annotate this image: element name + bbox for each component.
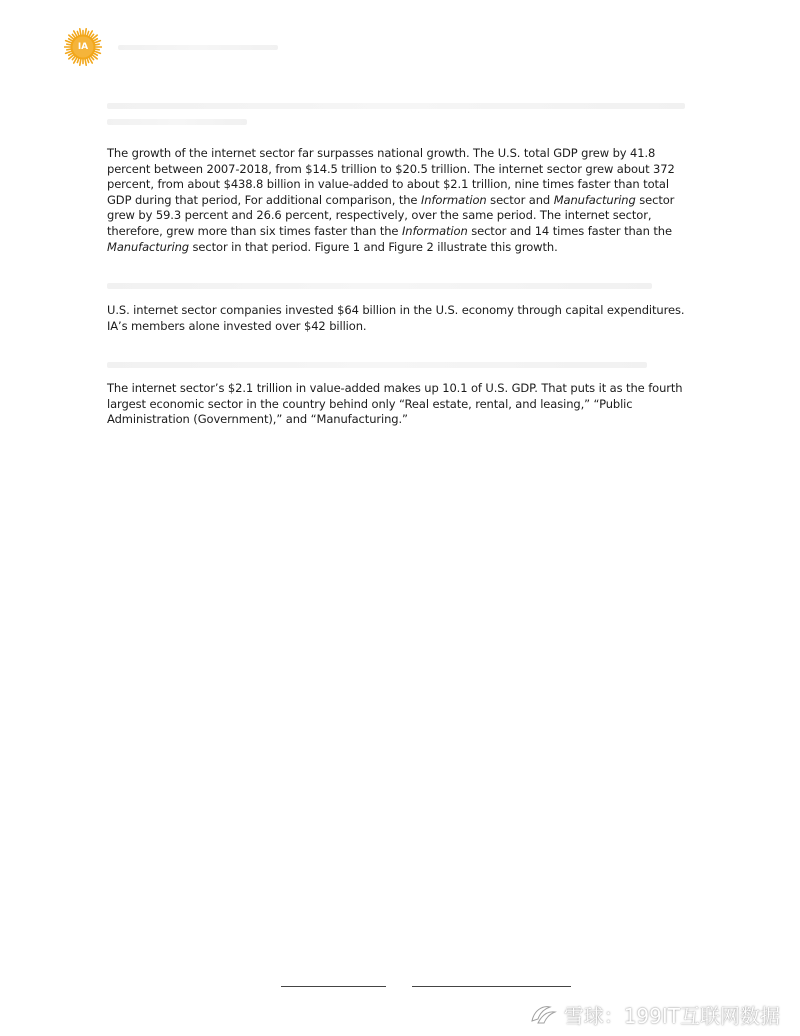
paragraph-capex: U.S. internet sector companies invested $64 billion in the U.S. economy through capital expenditures. IA’s members alone invested over $42 billion.: [107, 303, 685, 333]
faint-section-heading: [107, 103, 685, 109]
italic-manufacturing-2: Manufacturing: [107, 239, 189, 254]
watermark: [528, 1000, 780, 1028]
footer-rule-left: [281, 986, 386, 987]
xueqiu-logo-icon: [528, 1001, 558, 1027]
italic-manufacturing: Manufacturing: [553, 192, 636, 207]
faint-subheading-1: [107, 283, 652, 289]
footer-rule-right: [412, 986, 571, 987]
paragraph-growth: The growth of the internet sector far surpasses national growth. The U.S. total GDP grew by 41.8 percent between 2007-2018, from $14.5 trillion to $20.5 trillion. The internet sector grew about 372 percent, from about $438.8 billion in value-added to about $2.1 trillion, nine times faster than total GDP during that period, For additional comparison, the Information sector and Manufacturing sector grew by 59.3 percent and 26.6 percent, respectively, over the same period. The internet sector, therefore, grew more than six times faster than the Information sector and 14 times faster than the Manufacturing sector in that period. Figure 1 and Figure 2 illustrate this growth.: [107, 146, 675, 254]
paragraph-gdp-share: The internet sector’s $2.1 trillion in value-added makes up 10.1 of U.S. GDP. That puts it as the fourth largest economic sector in the country behind only “Real estate, rental, and leasing,” “Public Administration (Government),” and “Manufacturing.”: [107, 381, 683, 427]
ia-logo: [64, 28, 102, 66]
watermark-text: 雪球：199IT互联网数据: [563, 1003, 780, 1028]
italic-information: Information: [420, 192, 487, 207]
logo-text: IA: [77, 42, 89, 52]
faint-subheading-2: [107, 362, 647, 368]
faint-section-heading-2: [107, 119, 247, 125]
faint-header-text: [118, 45, 278, 50]
italic-information-2: Information: [401, 223, 468, 238]
